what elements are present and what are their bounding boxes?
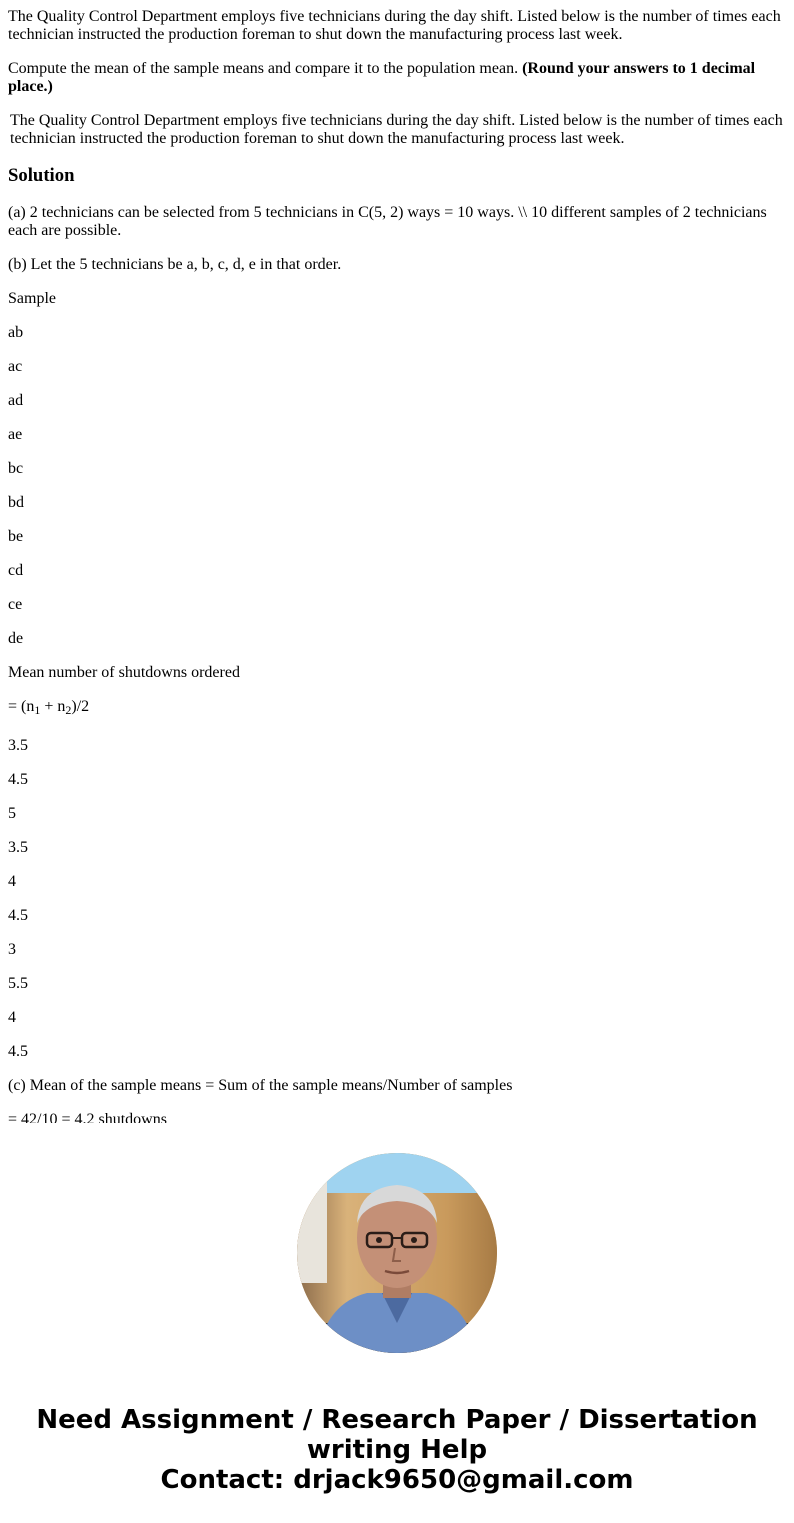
solution-part-b: (b) Let the 5 technicians be a, b, c, d, e in that order. xyxy=(8,256,342,273)
promo-contact: Contact: drjack9650@gmail.com xyxy=(160,1465,634,1495)
sample-item: bd xyxy=(8,494,24,511)
mean-item: 5 xyxy=(8,805,16,822)
promo-footer xyxy=(0,1123,794,1523)
mean-header: Mean number of shutdowns ordered xyxy=(8,664,240,681)
sample-header: Sample xyxy=(8,290,56,307)
document-content xyxy=(8,0,786,1123)
solution-part-a: (a) 2 technicians can be selected from 5 technicians in C(5, 2) ways = 10 ways. \\ 10 different samples of 2 technicians each are possible. xyxy=(8,204,767,239)
mean-item: 4.5 xyxy=(8,907,28,924)
sample-item: ad xyxy=(8,392,24,409)
rounding-note: (Round your answers to 1 decimal place.) xyxy=(8,60,756,95)
sample-item: ce xyxy=(8,596,23,613)
promo-text xyxy=(0,1405,794,1495)
promo-line-2: writing Help xyxy=(306,1435,488,1465)
question-instruction xyxy=(8,60,786,96)
solution-part-c: (c) Mean of the sample means = Sum of the sample means/Number of samples xyxy=(8,1077,513,1094)
sample-item: be xyxy=(8,528,24,545)
samples-list xyxy=(8,290,786,1123)
mean-item: 3 xyxy=(8,941,16,958)
sample-item: ab xyxy=(8,324,24,341)
promo-line-1: Need Assignment / Research Paper / Dissertation xyxy=(36,1405,758,1435)
mean-item: 4 xyxy=(8,873,16,890)
question-intro: The Quality Control Department employs five technicians during the day shift. Listed below is the number of times each technician instructed the production foreman to shut down the manufacturing process last week. xyxy=(8,8,781,43)
mean-item: 4.5 xyxy=(8,771,28,788)
sample-item: cd xyxy=(8,562,24,579)
mean-item: 3.5 xyxy=(8,737,28,754)
question-repeat: The Quality Control Department employs five technicians during the day shift. Listed below is the number of times each technician instructed the production foreman to shut down the manufacturing process last week. xyxy=(10,112,783,147)
sample-item: de xyxy=(8,630,24,647)
mean-item: 3.5 xyxy=(8,839,28,856)
mean-item: 5.5 xyxy=(8,975,28,992)
formula-subscript: 2 xyxy=(65,703,72,717)
solution-heading: Solution xyxy=(8,165,75,186)
instruction-text: Compute the mean of the sample means and compare it to the population mean. xyxy=(8,60,523,77)
author-portrait-image xyxy=(297,1153,497,1353)
formula-part: )/2 xyxy=(71,698,90,715)
mean-item: 4 xyxy=(8,1009,16,1026)
sample-item: ae xyxy=(8,426,23,443)
author-avatar xyxy=(297,1153,497,1353)
mean-item: 4.5 xyxy=(8,1043,28,1060)
formula-subscript: 1 xyxy=(34,703,41,717)
mean-formula xyxy=(8,698,786,737)
sample-item: ac xyxy=(8,358,23,375)
solution-part-c-result: = 42/10 = 4.2 shutdowns xyxy=(8,1111,167,1123)
sample-item: bc xyxy=(8,460,24,477)
formula-part: = (n xyxy=(8,698,35,715)
formula-part: + n xyxy=(40,698,66,715)
